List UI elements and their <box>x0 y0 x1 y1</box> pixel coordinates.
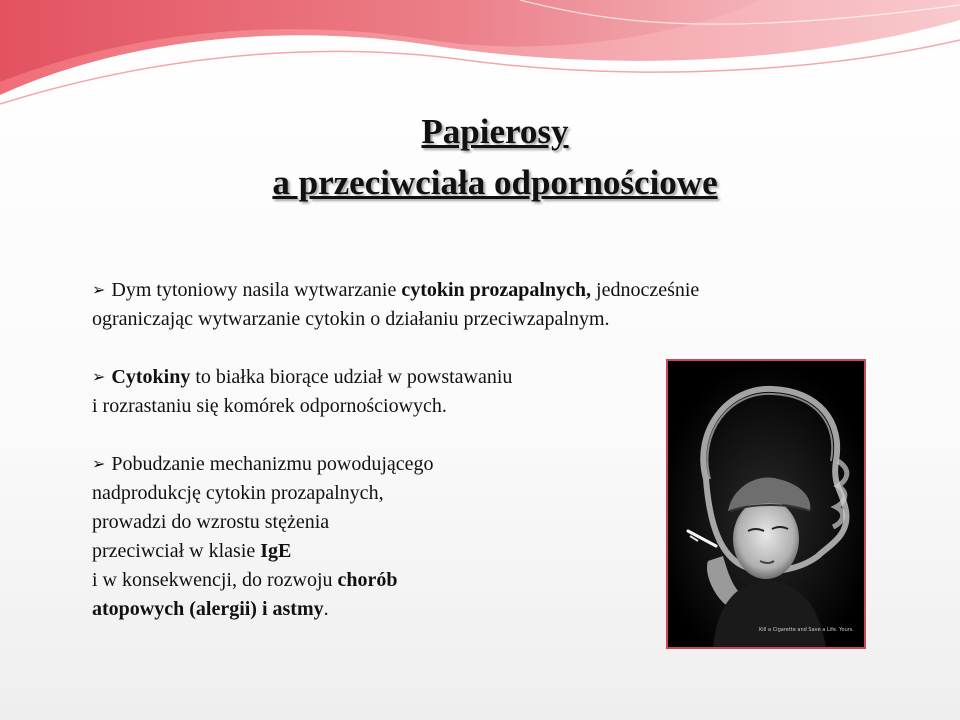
text-run: i rozrastaniu się komórek odpornościowych. <box>92 395 447 417</box>
bullet-line <box>92 450 434 479</box>
photo-caption: Kill a Cigarette and Save a Life. Yours. <box>759 627 854 633</box>
text-run: nadprodukcję cytokin prozapalnych, <box>92 482 384 504</box>
arrow-bullet-icon: ➢ <box>92 282 106 299</box>
smoking-woman-photo <box>668 361 864 647</box>
bullet-line <box>92 566 434 595</box>
text-run: jednocześnie <box>591 279 700 301</box>
header-wave-decoration <box>0 0 960 110</box>
text-run: Dym tytoniowy nasila wytwarzanie <box>111 279 402 301</box>
bullet-line <box>92 479 434 508</box>
bullet-line <box>92 392 512 421</box>
text-run: to białka biorące udział w powstawaniu <box>190 366 513 388</box>
bullet-item <box>92 450 434 624</box>
text-run: prowadzi do wzrostu stężenia <box>92 511 330 533</box>
text-run: . <box>323 598 329 620</box>
text-run: ograniczając wytwarzanie cytokin o działaniu przeciwzapalnym. <box>92 308 610 330</box>
bold-text: IgE <box>260 540 292 562</box>
bullet-item <box>92 363 512 421</box>
bold-text: chorób <box>337 569 398 591</box>
bullet-line <box>92 363 512 392</box>
text-run: Pobudzanie mechanizmu powodującego <box>111 453 434 475</box>
bullet-line <box>92 595 434 624</box>
text-run: przeciwciał w klasie <box>92 540 261 562</box>
bullet-line <box>92 305 699 334</box>
text-run: i w konsekwencji, do rozwoju <box>92 569 338 591</box>
bold-text: cytokin prozapalnych, <box>401 279 592 301</box>
bullet-item <box>92 276 699 334</box>
slide-title-line-2: a przeciwciała odpornościowe <box>272 163 718 202</box>
arrow-bullet-icon: ➢ <box>92 369 106 386</box>
bullet-line <box>92 276 699 305</box>
arrow-bullet-icon: ➢ <box>92 456 106 473</box>
photo-frame <box>666 359 866 649</box>
slide-title-line-1: Papierosy <box>421 112 569 151</box>
bullet-line <box>92 537 434 566</box>
bold-text: Cytokiny <box>111 366 191 388</box>
bold-text: atopowych (alergii) i astmy <box>92 598 324 620</box>
bullet-line <box>92 508 434 537</box>
